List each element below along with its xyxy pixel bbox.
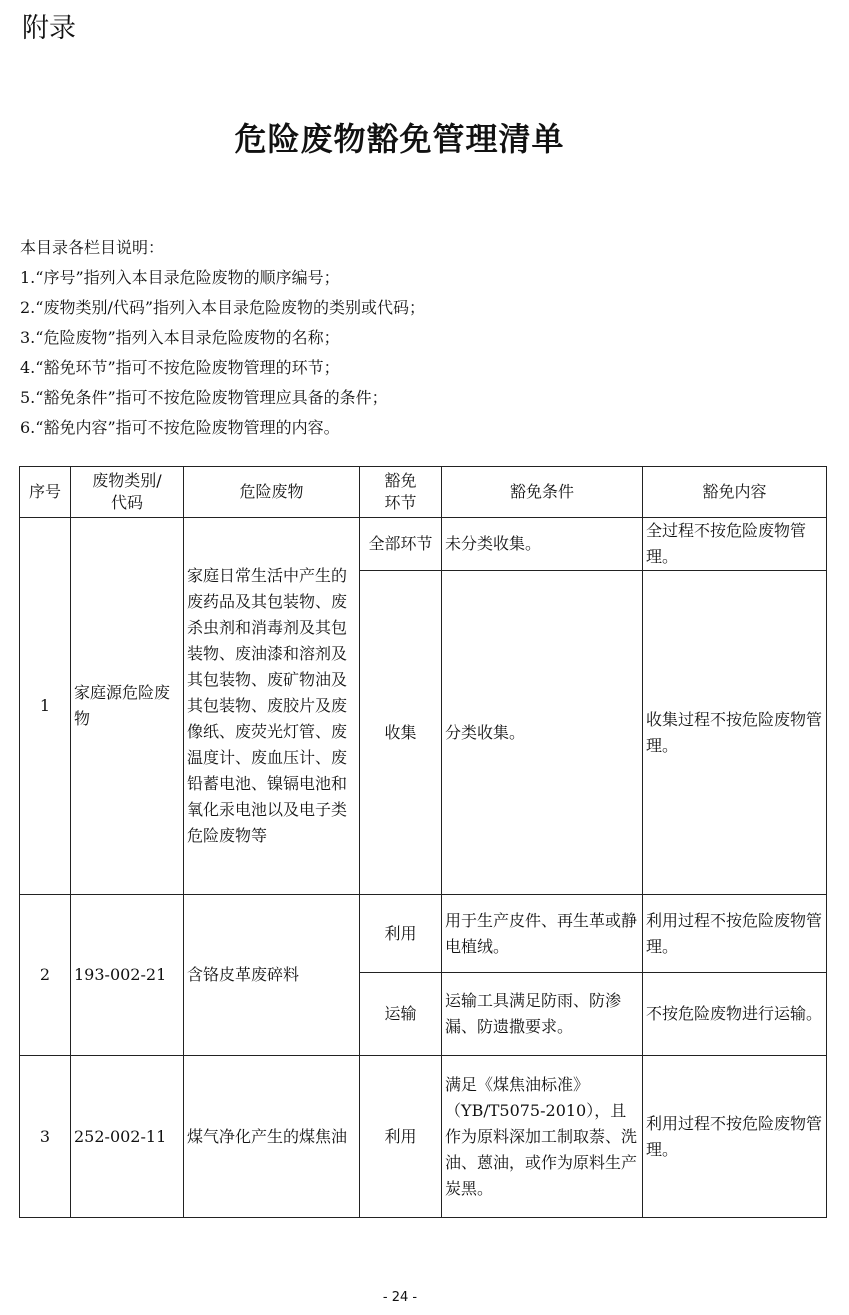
table-header-row xyxy=(20,467,827,518)
cell-waste: 含铬皮革废碎料 xyxy=(184,895,360,1056)
cell-stage: 利用 xyxy=(360,1056,442,1218)
cell-content: 全过程不按危险废物管理。 xyxy=(643,518,827,571)
cell-code: 家庭源危险废物 xyxy=(71,518,184,895)
cell-seq: 1 xyxy=(20,518,71,895)
notes-intro: 本目录各栏目说明： xyxy=(20,238,165,257)
header-stage-line1: 豁免 xyxy=(384,471,417,490)
cell-content: 不按危险废物进行运输。 xyxy=(643,973,827,1056)
appendix-label: 附录 xyxy=(22,13,76,44)
cell-condition: 分类收集。 xyxy=(442,571,643,895)
cell-stage: 全部环节 xyxy=(360,518,442,571)
note-item: 3.“危险废物”指列入本目录危险废物的名称； xyxy=(20,328,340,347)
cell-waste: 煤气净化产生的煤焦油 xyxy=(184,1056,360,1218)
header-code xyxy=(71,467,184,518)
note-item: 1.“序号”指列入本目录危险废物的顺序编号； xyxy=(20,268,340,287)
cell-stage: 运输 xyxy=(360,973,442,1056)
cell-stage: 利用 xyxy=(360,895,442,973)
header-code-line1: 废物类别/ xyxy=(92,471,162,490)
cell-condition: 满足《煤焦油标准》（YB/T5075-2010），且作为原料深加工制取萘、洗油、蒽油，或作为原料生产炭黑。 xyxy=(442,1056,643,1218)
cell-code: 193-002-21 xyxy=(71,895,184,1056)
header-content: 豁免内容 xyxy=(643,467,827,518)
header-seq: 序号 xyxy=(20,467,71,518)
cell-content: 利用过程不按危险废物管理。 xyxy=(643,1056,827,1218)
cell-content: 利用过程不按危险废物管理。 xyxy=(643,895,827,973)
cell-condition: 运输工具满足防雨、防渗漏、防遗撒要求。 xyxy=(442,973,643,1056)
cell-content: 收集过程不按危险废物管理。 xyxy=(643,571,827,895)
page-number: - 24 - xyxy=(382,1290,418,1305)
table-row xyxy=(20,518,827,571)
header-code-line2: 代码 xyxy=(110,493,143,512)
note-item: 5.“豁免条件”指可不按危险废物管理应具备的条件； xyxy=(20,388,388,407)
cell-seq: 3 xyxy=(20,1056,71,1218)
cell-code: 252-002-11 xyxy=(71,1056,184,1218)
header-stage xyxy=(360,467,442,518)
header-waste: 危险废物 xyxy=(184,467,360,518)
table-row xyxy=(20,895,827,973)
table-row xyxy=(20,1056,827,1218)
note-item: 2.“废物类别/代码”指列入本目录危险废物的类别或代码； xyxy=(20,298,426,317)
page-title: 危险废物豁免管理清单 xyxy=(234,120,565,158)
notes-block xyxy=(20,233,425,443)
header-stage-line2: 环节 xyxy=(384,493,417,512)
cell-waste: 家庭日常生活中产生的废药品及其包装物、废杀虫剂和消毒剂及其包装物、废油漆和溶剂及其包装物、废矿物油及其包装物、废胶片及废像纸、废荧光灯管、废温度计、废血压计、废铅蓄电池、镍镉电池和氧化汞电池以及电子类危险废物等 xyxy=(184,518,360,895)
cell-seq: 2 xyxy=(20,895,71,1056)
header-condition: 豁免条件 xyxy=(442,467,643,518)
exemption-table xyxy=(19,466,827,1218)
note-item: 6.“豁免内容”指可不按危险废物管理的内容。 xyxy=(20,418,340,437)
cell-condition: 未分类收集。 xyxy=(442,518,643,571)
note-item: 4.“豁免环节”指可不按危险废物管理的环节； xyxy=(20,358,340,377)
cell-stage: 收集 xyxy=(360,571,442,895)
cell-condition: 用于生产皮件、再生革或静电植绒。 xyxy=(442,895,643,973)
